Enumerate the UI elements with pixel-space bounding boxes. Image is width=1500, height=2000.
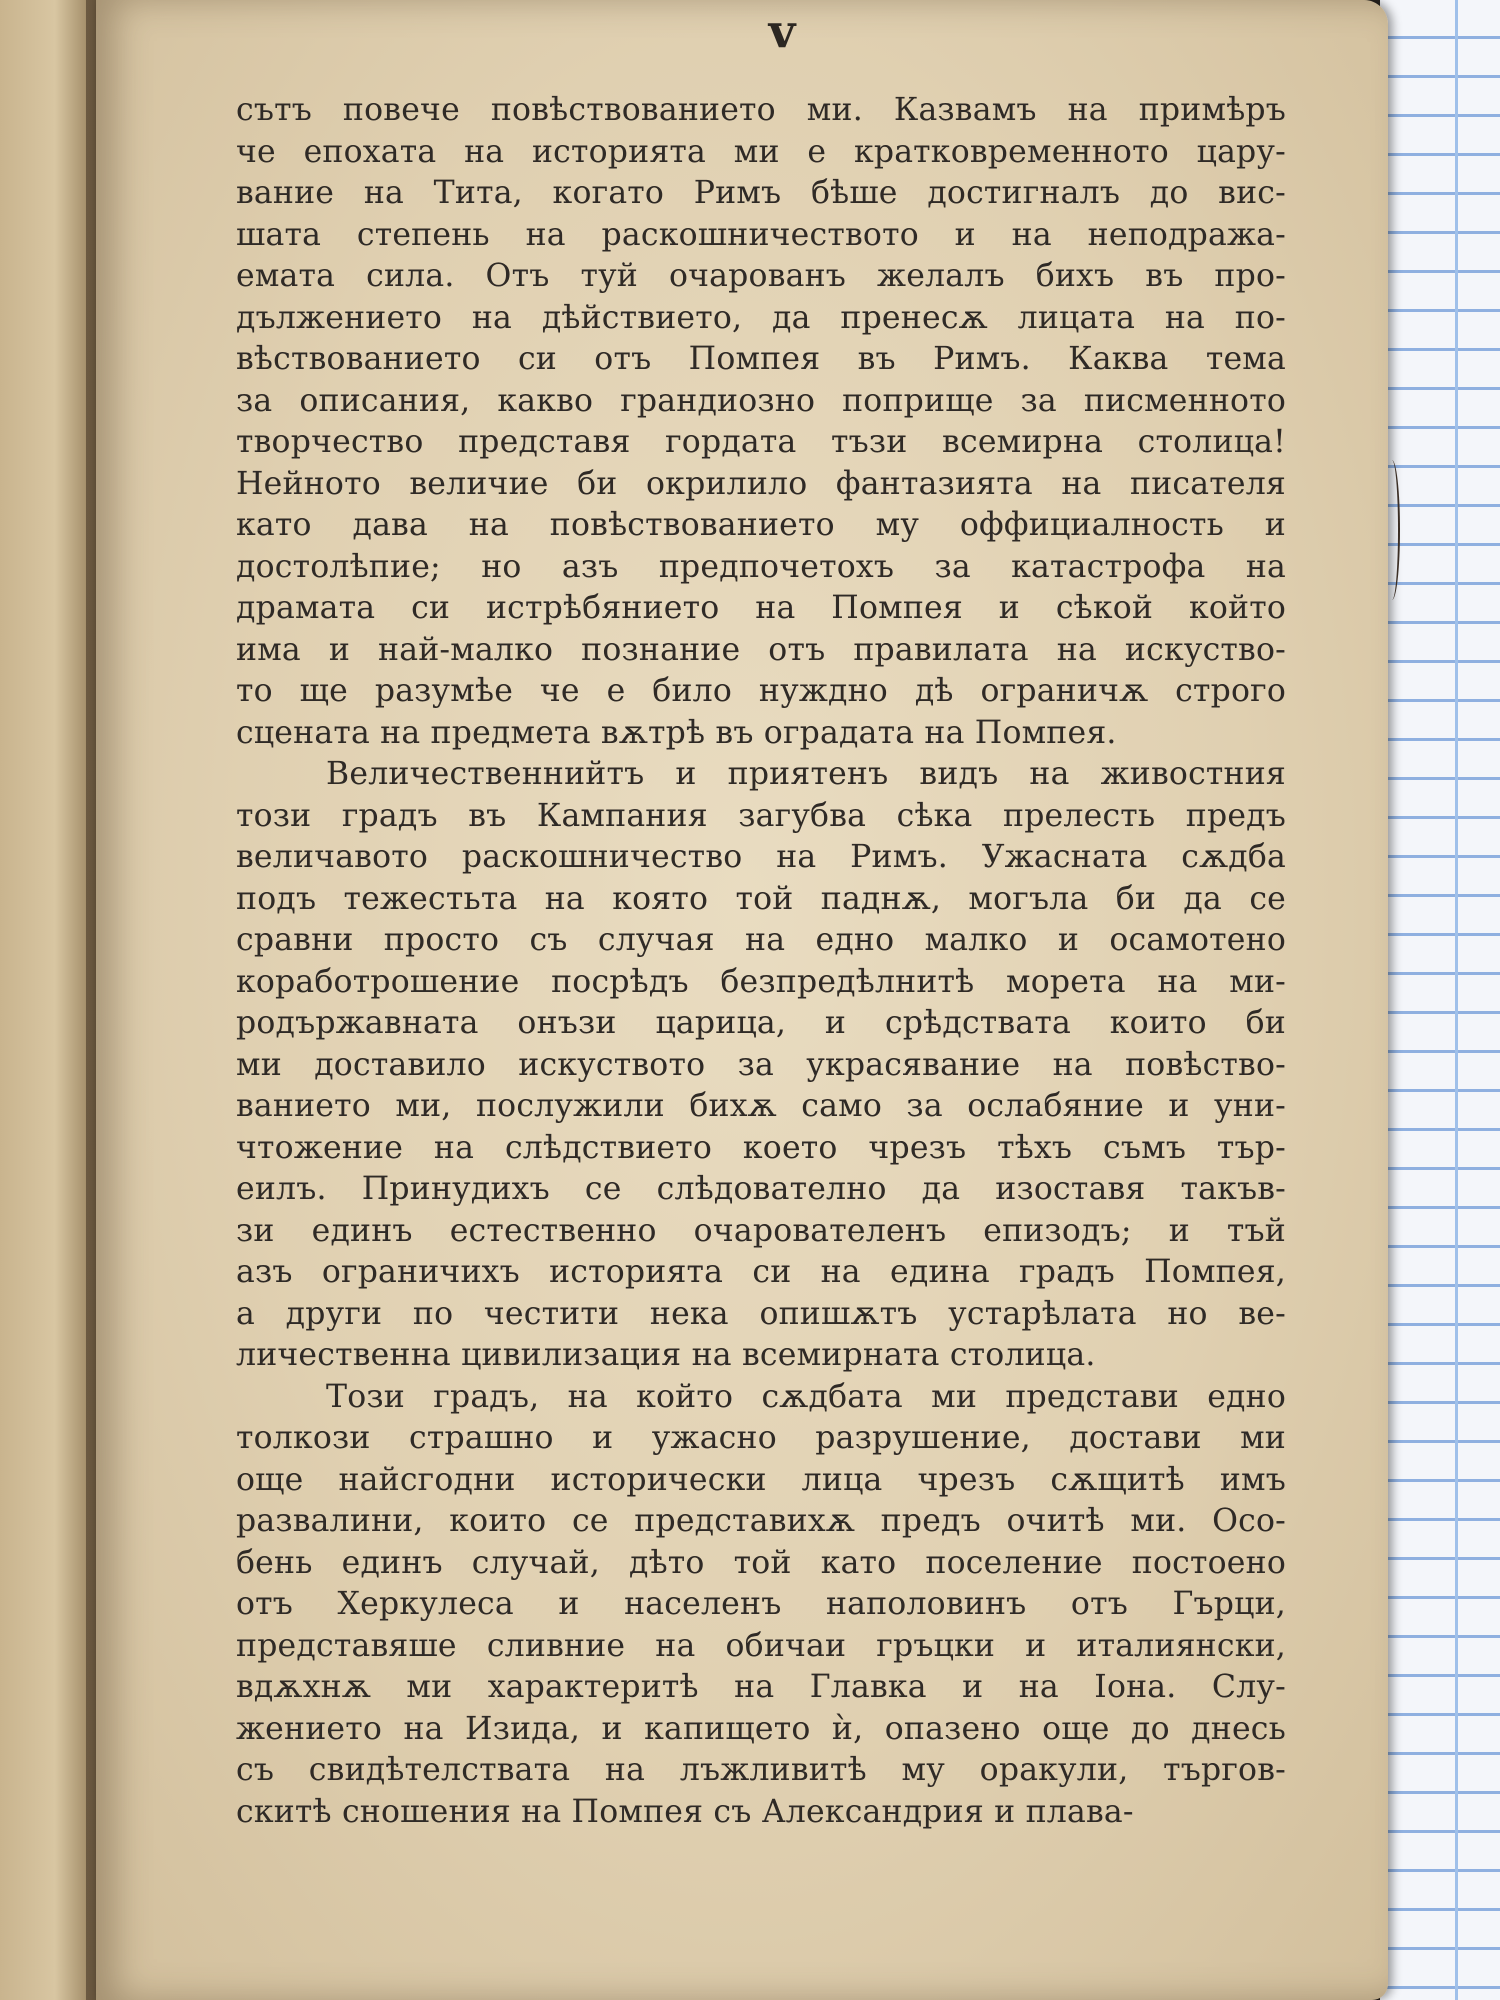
text-line: съ свидѣтелствата на лъжливитѣ му оракули, търгов- <box>236 1752 1286 1788</box>
text-line: още найсгодни исторически лица чрезъ сѫщитѣ имъ <box>236 1461 1286 1498</box>
text-line: подъ тежестьта на която той паднѫ, могъла би да се <box>236 880 1286 917</box>
loose-thread <box>1384 460 1400 600</box>
text-line: вѣствованието си отъ Помпея въ Римъ. Каква тема <box>236 341 1286 377</box>
text-line: достолѣпие; но азъ предпочетохъ за катастрофа на <box>236 548 1286 585</box>
text-line: Величественнийтъ и приятенъ видъ на живостния <box>326 756 1286 792</box>
text-line: Този градъ, на който сѫдбата ми представи едно <box>326 1378 1286 1415</box>
text-line: а други по честити нека опишѫтъ устарѣлата но ве- <box>236 1295 1286 1332</box>
text-line: за описания, какво грандиозно поприще за писменното <box>236 382 1286 419</box>
text-line: Нейното величие би окрилило фантазията на писателя <box>236 465 1286 502</box>
text-line: че епохата на историята ми е кратковременното цару- <box>236 133 1286 170</box>
text-line: азъ ограничихъ историята си на едина градъ Помпея, <box>236 1254 1286 1290</box>
text-line: бень единъ случай, дѣто той като поселение постоено <box>236 1544 1286 1581</box>
text-line: отъ Херкулеса и населенъ наполовинъ отъ Гърци, <box>236 1586 1286 1622</box>
text-line: има и най-малко познание отъ правилата на искуство- <box>236 631 1286 668</box>
text-line: драмата си истрѣбянието на Помпея и сѣкой който <box>236 590 1286 626</box>
text-line: то ще разумѣе че е било нуждно дѣ ограничѫ строго <box>236 673 1286 709</box>
text-line: като дава на повѣствованието му оффициалность и <box>236 507 1286 543</box>
lined-notepad <box>1380 0 1500 2000</box>
facing-page-edge <box>0 0 100 2000</box>
paragraph <box>236 1377 1286 1834</box>
text-line: емата сила. Отъ туй очарованъ желалъ бихъ въ про- <box>236 258 1286 294</box>
text-line: вание на Тита, когато Римъ бѣше достигналъ до вис- <box>236 175 1286 211</box>
text-line: творчество представя гордата тъзи всемирна столица! <box>236 424 1286 460</box>
text-line: ванието ми, послужили бихѫ само за ослабяние и уни- <box>236 1088 1286 1124</box>
text-line: личественна цивилизация на всемирната столица. <box>236 1337 1096 1373</box>
text-line: сътъ повече повѣствованието ми. Казвамъ на примѣръ <box>236 92 1286 128</box>
text-line: жението на Изида, и капището ѝ, опазено още до днесь <box>236 1710 1286 1747</box>
text-line: величавото раскошничество на Римъ. Ужасната сѫдба <box>236 839 1286 875</box>
text-line: развалини, които се представихѫ предъ очитѣ ми. Осо- <box>236 1503 1286 1539</box>
text-line: родържавната онъзи царица, и срѣдствата които би <box>236 1005 1286 1041</box>
text-line: представяше сливние на обичаи гръцки и италиянски, <box>236 1627 1286 1664</box>
paragraph <box>236 754 1286 1377</box>
text-line: коработрошение посрѣдъ безпредѣлнитѣ морета на ми- <box>236 963 1286 1000</box>
page-text <box>236 90 1286 1833</box>
text-line: сравни просто съ случая на едно малко и осамотено <box>236 922 1286 958</box>
text-line: този градъ въ Кампания загубва сѣка прелесть предъ <box>236 797 1286 834</box>
page-number: v <box>768 4 796 58</box>
text-line: еилъ. Принудихъ се слѣдователно да изоставя такъв- <box>236 1171 1286 1207</box>
text-line: вдѫхнѫ ми характеритѣ на Главка и на Іона. Слу- <box>236 1669 1286 1705</box>
text-line: зи единъ естественно очарователенъ епизодъ; и тъй <box>236 1212 1286 1249</box>
text-line: сцената на предмета вѫтрѣ въ оградата на Помпея. <box>236 714 1117 751</box>
book-page <box>96 0 1388 2000</box>
text-line: толкози страшно и ужасно разрушение, достави ми <box>236 1420 1286 1456</box>
text-line: чтожение на слѣдствието което чрезъ тѣхъ съмъ тър- <box>236 1129 1286 1166</box>
text-line: шата степень на раскошничеството и на неподража- <box>236 216 1286 253</box>
text-line: скитѣ сношения на Помпея съ Александрия и плава- <box>236 1793 1134 1830</box>
text-line: ми доставило искуството за украсявание на повѣство- <box>236 1046 1286 1083</box>
paragraph <box>236 90 1286 754</box>
notepad-margin-line <box>1455 0 1458 2000</box>
text-line: дължението на дѣйствието, да пренесѫ лицата на по- <box>236 299 1286 336</box>
